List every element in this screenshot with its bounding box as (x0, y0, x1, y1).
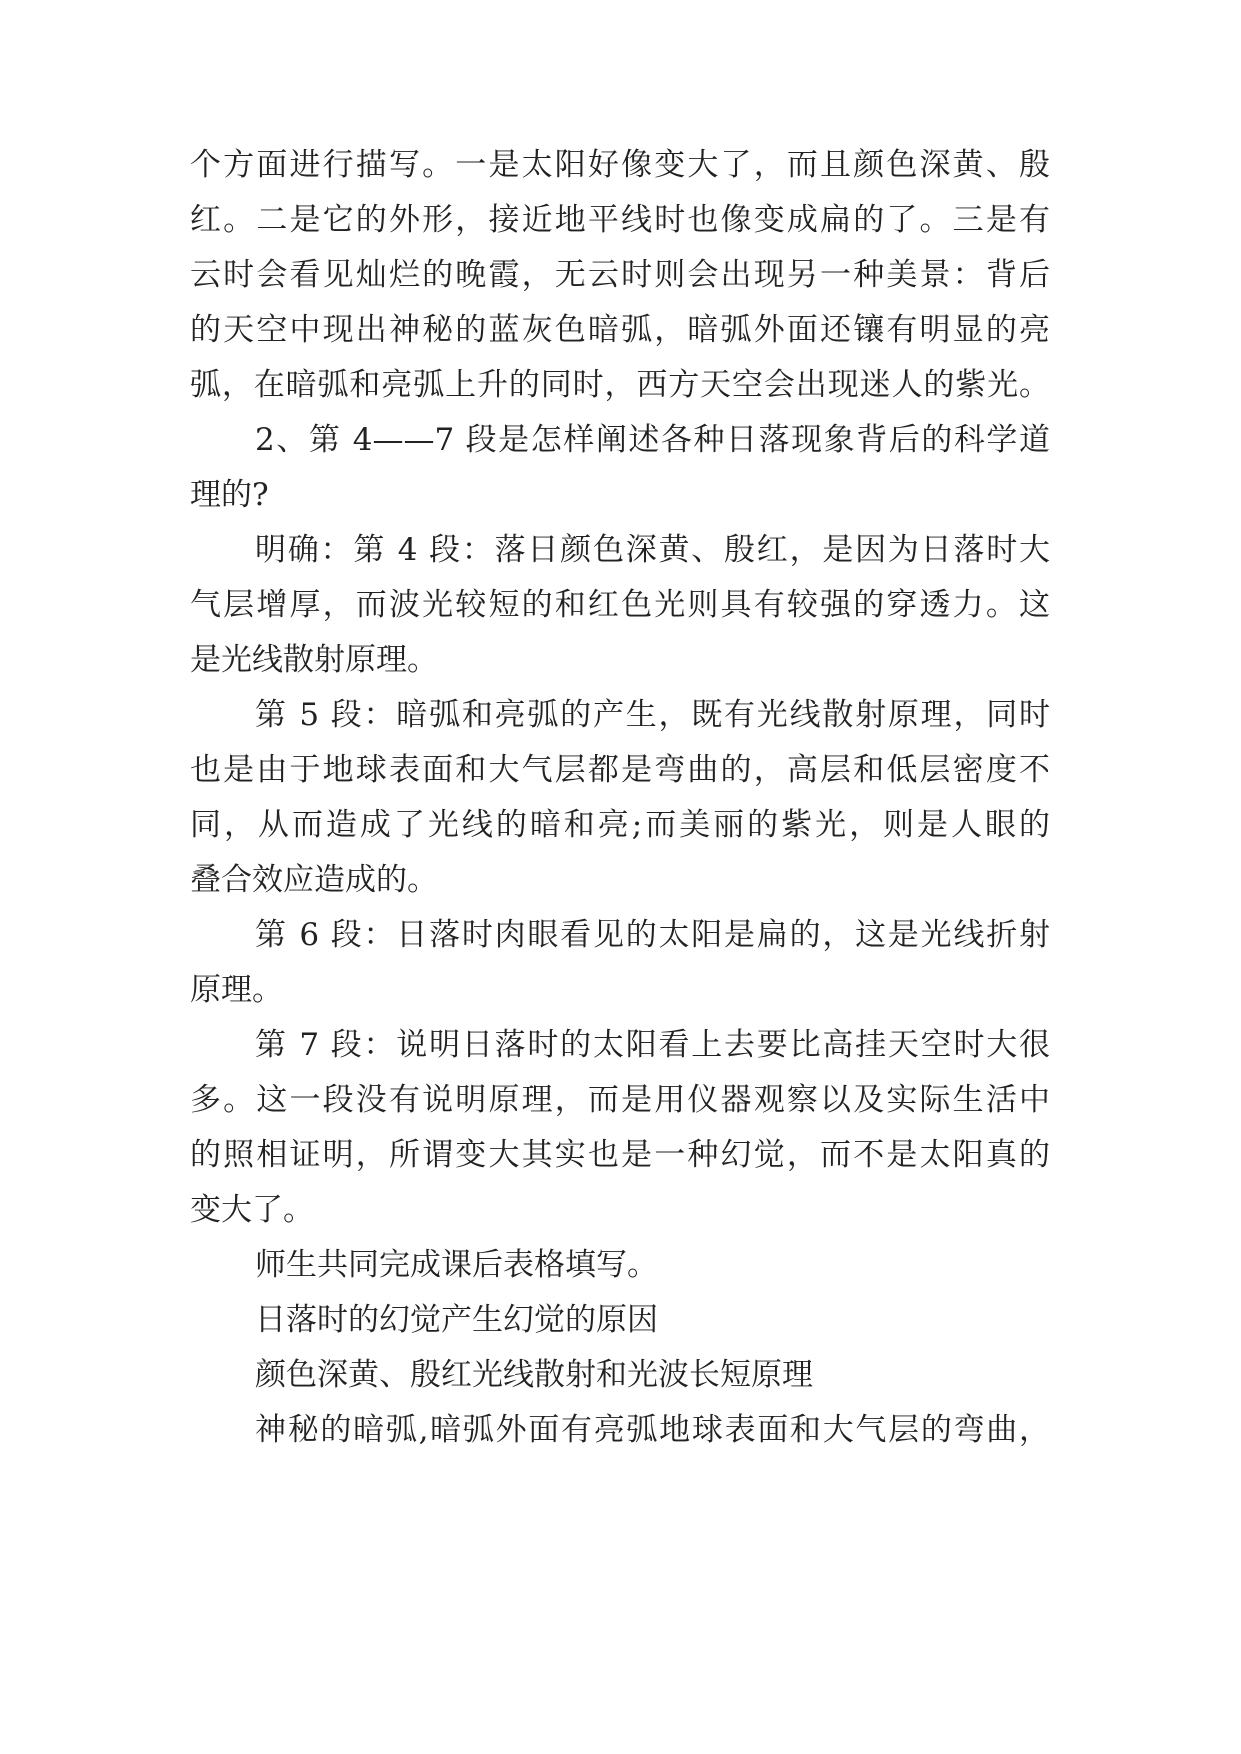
text-line: 2、第 4——7 段是怎样阐述各种日落现象背后的科学道 (255, 422, 1050, 458)
text-line: 同，从而造成了光线的暗和亮;而美丽的紫光，则是人眼的 (190, 807, 1050, 843)
text-line: 是光线散射原理。 (190, 642, 438, 678)
text-line: 师生共同完成课后表格填写。 (255, 1247, 658, 1283)
text-line: 明确：第 4 段：落日颜色深黄、殷红，是因为日落时大 (255, 532, 1050, 568)
text-line: 个方面进行描写。一是太阳好像变大了，而且颜色深黄、殷 (190, 147, 1050, 183)
text-line: 第 7 段：说明日落时的太阳看上去要比高挂天空时大很 (255, 1027, 1050, 1063)
text-line: 日落时的幻觉产生幻觉的原因 (255, 1302, 658, 1338)
text-line: 神秘的暗弧,暗弧外面有亮弧地球表面和大气层的弯曲， (255, 1412, 1050, 1448)
text-line: 颜色深黄、殷红光线散射和光波长短原理 (255, 1357, 813, 1393)
text-line: 红。二是它的外形，接近地平线时也像变成扁的了。三是有 (190, 202, 1050, 238)
text-line: 理的? (190, 477, 269, 513)
text-line: 也是由于地球表面和大气层都是弯曲的，高层和低层密度不 (190, 752, 1050, 788)
text-line: 云时会看见灿烂的晚霞，无云时则会出现另一种美景：背后 (190, 257, 1050, 293)
text-line: 的天空中现出神秘的蓝灰色暗弧，暗弧外面还镶有明显的亮 (190, 312, 1050, 348)
text-line: 气层增厚，而波光较短的和红色光则具有较强的穿透力。这 (190, 587, 1050, 623)
text-line: 多。这一段没有说明原理，而是用仪器观察以及实际生活中 (190, 1082, 1050, 1118)
text-line: 弧，在暗弧和亮弧上升的同时，西方天空会出现迷人的紫光。 (190, 367, 1050, 403)
text-line: 第 5 段：暗弧和亮弧的产生，既有光线散射原理，同时 (255, 697, 1050, 733)
text-line: 的照相证明，所谓变大其实也是一种幻觉，而不是太阳真的 (190, 1137, 1050, 1173)
text-line: 原理。 (190, 972, 283, 1008)
text-line: 变大了。 (190, 1192, 314, 1228)
text-line: 第 6 段：日落时肉眼看见的太阳是扁的，这是光线折射 (255, 917, 1050, 953)
text-line: 叠合效应造成的。 (190, 862, 438, 898)
